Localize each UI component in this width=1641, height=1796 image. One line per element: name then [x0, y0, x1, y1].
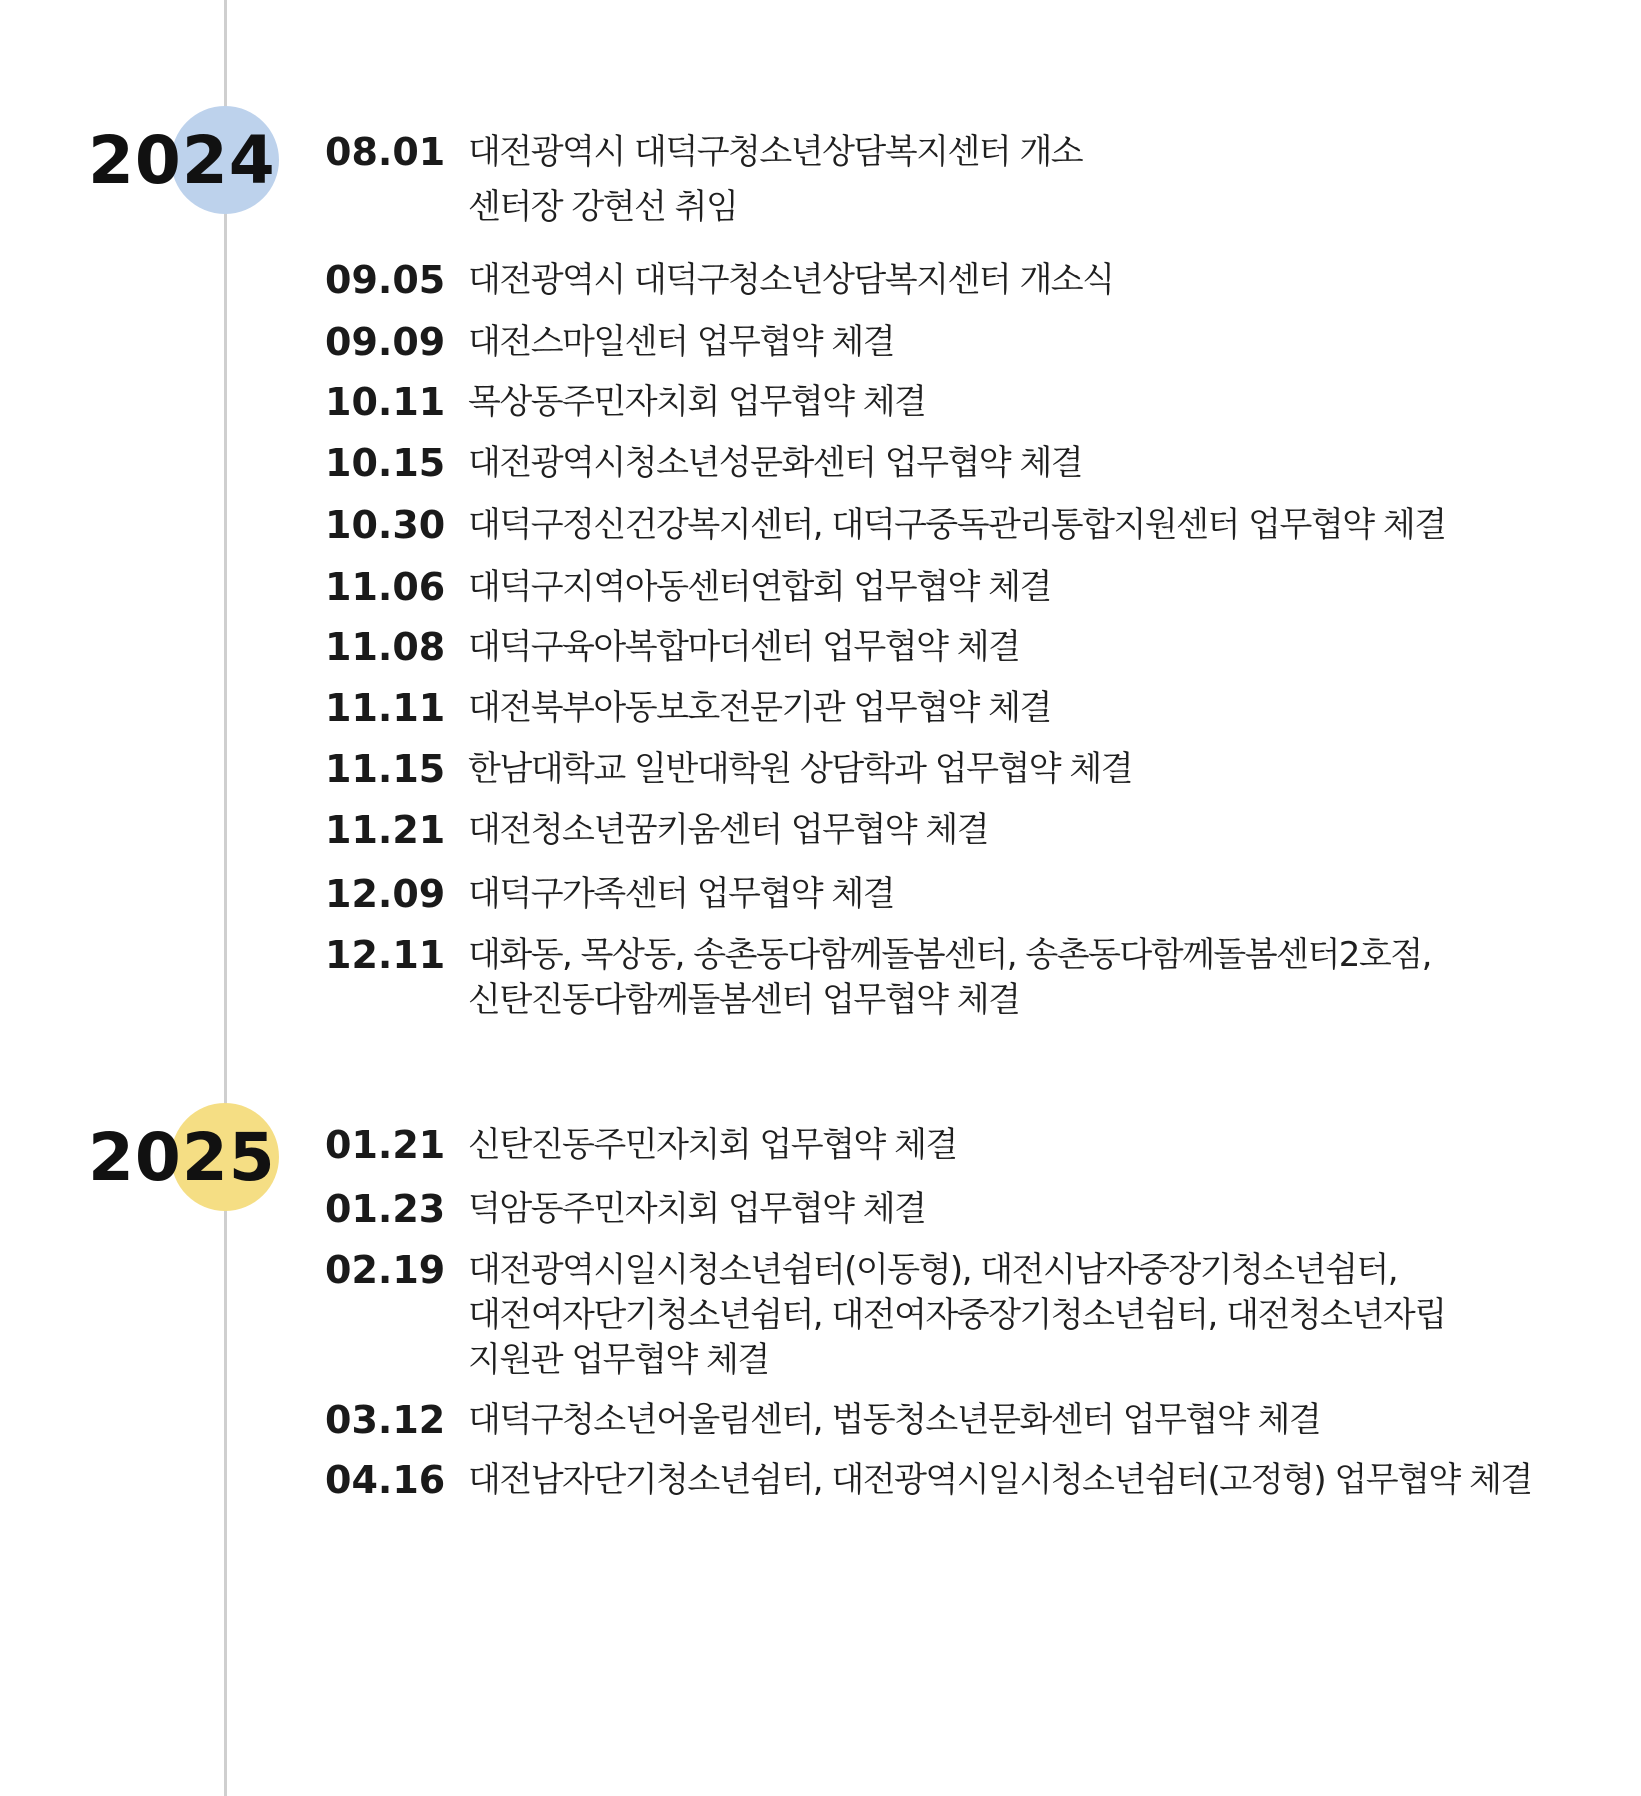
event-date: 11.21 [325, 808, 446, 852]
event-date: 10.30 [325, 503, 446, 547]
event-date: 11.15 [325, 747, 446, 791]
event-text-line: 신탄진동주민자치회 업무협약 체결 [468, 1125, 957, 1165]
event-text-line: 지원관 업무협약 체결 [468, 1340, 769, 1380]
event-text-line: 대덕구청소년어울림센터, 법동청소년문화센터 업무협약 체결 [468, 1400, 1321, 1440]
event-description [468, 933, 1618, 1023]
year-label-2024: 2024 [88, 122, 276, 199]
event-date: 12.11 [325, 933, 446, 977]
event-text-line: 대덕구지역아동센터연합회 업무협약 체결 [468, 567, 1051, 607]
event-date: 09.05 [325, 258, 446, 302]
event-description [468, 686, 1618, 731]
event-date: 04.16 [325, 1458, 446, 1502]
event-description [468, 320, 1618, 365]
event-text-line: 대덕구가족센터 업무협약 체결 [468, 874, 895, 914]
event-description [468, 1248, 1618, 1383]
event-date: 11.11 [325, 686, 446, 730]
event-date: 11.08 [325, 625, 446, 669]
event-description [468, 1123, 1618, 1168]
event-text-line: 대전광역시청소년성문화센터 업무협약 체결 [468, 443, 1083, 483]
event-description [468, 503, 1618, 548]
event-date: 10.15 [325, 441, 446, 485]
event-date: 02.19 [325, 1248, 446, 1292]
event-description [468, 441, 1618, 486]
event-date: 03.12 [325, 1398, 446, 1442]
event-text-line: 대덕구정신건강복지센터, 대덕구중독관리통합지원센터 업무협약 체결 [468, 505, 1446, 545]
event-description [468, 258, 1618, 303]
event-description [468, 872, 1618, 917]
event-description [468, 747, 1618, 792]
event-description [468, 1398, 1618, 1443]
event-text-line: 센터장 강현선 취임 [468, 187, 738, 227]
event-description [468, 130, 1618, 240]
event-description [468, 625, 1618, 670]
event-description [468, 1187, 1618, 1232]
event-text-line: 목상동주민자치회 업무협약 체결 [468, 382, 926, 422]
event-text-line: 대전광역시 대덕구청소년상담복지센터 개소 [468, 132, 1083, 172]
event-date: 12.09 [325, 872, 446, 916]
event-date: 01.23 [325, 1187, 446, 1231]
event-text-line: 대화동, 목상동, 송촌동다함께돌봄센터, 송촌동다함께돌봄센터2호점, [468, 935, 1431, 975]
event-text-line: 대전스마일센터 업무협약 체결 [468, 322, 895, 362]
event-text-line: 대전청소년꿈키움센터 업무협약 체결 [468, 810, 989, 850]
event-text-line: 대전광역시일시청소년쉼터(이동형), 대전시남자중장기청소년쉼터, [468, 1250, 1398, 1290]
event-text-line: 대전여자단기청소년쉼터, 대전여자중장기청소년쉼터, 대전청소년자립 [468, 1295, 1446, 1335]
event-text-line: 대덕구육아복합마더센터 업무협약 체결 [468, 627, 1020, 667]
event-description [468, 808, 1618, 853]
event-text-line: 한남대학교 일반대학원 상담학과 업무협약 체결 [468, 749, 1133, 789]
event-date: 09.09 [325, 320, 446, 364]
event-description [468, 1458, 1618, 1503]
event-text-line: 대전남자단기청소년쉼터, 대전광역시일시청소년쉼터(고정형) 업무협약 체결 [468, 1460, 1532, 1500]
event-text-line: 대전광역시 대덕구청소년상담복지센터 개소식 [468, 260, 1114, 300]
year-label-2025: 2025 [88, 1119, 276, 1196]
event-text-line: 덕암동주민자치회 업무협약 체결 [468, 1189, 926, 1229]
event-date: 10.11 [325, 380, 446, 424]
timeline-line [224, 0, 227, 1796]
event-description [468, 565, 1618, 610]
event-description [468, 380, 1618, 425]
event-date: 01.21 [325, 1123, 446, 1167]
event-date: 11.06 [325, 565, 446, 609]
event-date: 08.01 [325, 130, 446, 174]
event-text-line: 대전북부아동보호전문기관 업무협약 체결 [468, 688, 1051, 728]
event-text-line: 신탄진동다함께돌봄센터 업무협약 체결 [468, 980, 1020, 1020]
